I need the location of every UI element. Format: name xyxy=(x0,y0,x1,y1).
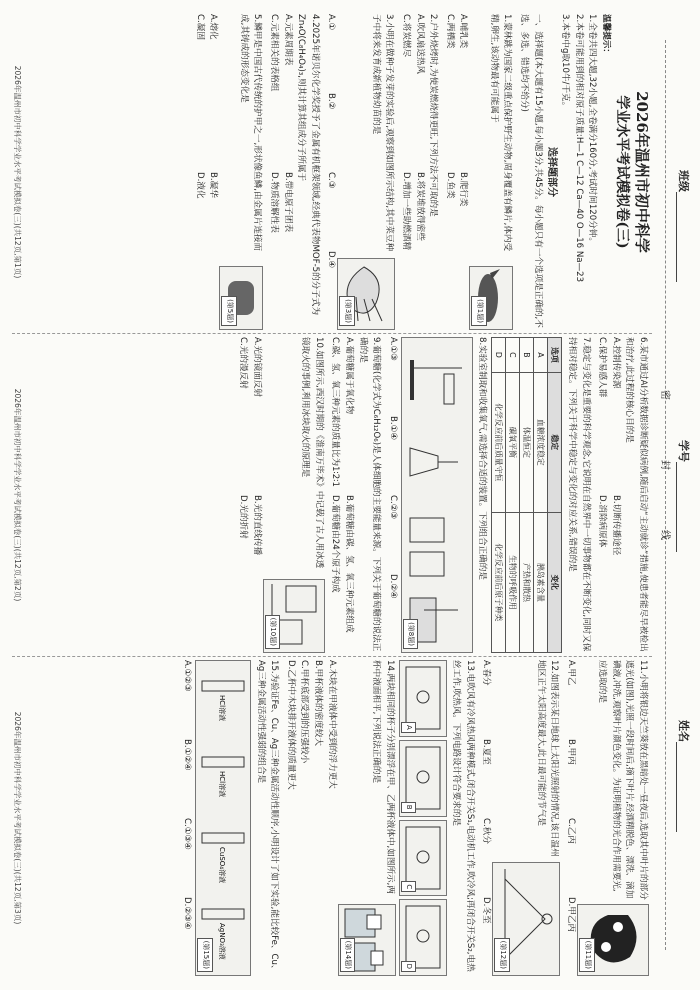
option[interactable]: C.乙丙 xyxy=(566,818,576,844)
question-5 xyxy=(192,14,263,330)
question-10 xyxy=(236,337,325,653)
option[interactable]: B.甲杯液体的密度较大 xyxy=(313,660,324,746)
option[interactable]: A.木块在甲液体中受到的浮力更大 xyxy=(326,660,337,789)
section-heading: 选择题部分 xyxy=(545,147,557,197)
question-3 xyxy=(324,14,396,330)
question-8-options xyxy=(385,337,399,653)
option[interactable]: B.①④ xyxy=(387,416,398,441)
table-cell: 化学反应前后原子种类 xyxy=(492,512,506,652)
question-1-stem: 1.蒙林跳为国家二级重点保护野生动物,周身覆盖有鳞片,体内受精,卵生,该动物最有可能属于 xyxy=(488,14,513,252)
figure-12-sun-angle-diagram xyxy=(492,862,560,976)
section-instructions: 一、选择题(本大题有15小题,每小题3分,共45分。每小题只有一个选项是正确的,不选、多选、错选均不给分) xyxy=(519,14,543,328)
table-row[interactable] xyxy=(534,338,548,653)
question-13-circuits xyxy=(399,660,447,976)
seal-char: 封 xyxy=(659,460,670,530)
option[interactable]: B.带电原子团表 xyxy=(282,172,293,233)
student-number-label: 学号 xyxy=(677,440,690,462)
page-1 xyxy=(12,14,652,330)
name-label: 姓名 xyxy=(677,720,690,742)
option[interactable]: A.①②③ xyxy=(182,660,193,692)
table-cell: 体温恒定 xyxy=(520,372,534,512)
question-1 xyxy=(442,14,513,330)
figure-11-light-experiment xyxy=(577,904,649,976)
option[interactable]: D.甲乙丙 xyxy=(566,897,576,933)
student-number-field xyxy=(676,440,692,552)
notice-item: 3.本卷中g取10牛/千克。 xyxy=(560,14,571,111)
option[interactable]: B.葡萄糖由碳、氢、氧三种元素组成 xyxy=(344,495,355,633)
option[interactable]: D.②③④ xyxy=(182,897,193,930)
question-8 xyxy=(385,337,488,653)
figure-label: (第14题) xyxy=(340,938,356,972)
question-15-stem: 15.为验证Fe、Cu、Ag三种金属活动性顺序,小明设计了如下实验,能比较Fe、Cu、Ag三种金属活动性强弱的组合是 xyxy=(255,660,280,974)
figure-label: (第10题) xyxy=(265,615,281,649)
table-cell: 碳氧平衡 xyxy=(506,372,520,512)
option[interactable]: D.物质溶解性表 xyxy=(269,172,280,233)
question-9-stem: 9.葡萄糖(化学式为C₆H₁₂O₆)是人体细胞的主要能量来源。下列关于葡萄糖的说法正确的是 xyxy=(357,337,382,652)
question-11-options xyxy=(563,660,577,976)
circuit-label: B xyxy=(401,802,417,813)
option[interactable]: D.乙杯中木块排开液体的质量更大 xyxy=(285,660,296,790)
question-13 xyxy=(399,660,476,976)
question-3-stem: 3.小明在做种子发芽的实验后,观察到如图所示结构,其中菜豆种子中将来发育成新植物幼苗的是 xyxy=(370,14,395,252)
option[interactable]: A.熔化 xyxy=(208,14,219,40)
question-2-options xyxy=(398,14,425,330)
figure-14-floating-cups xyxy=(338,904,396,976)
option[interactable]: D.②④ xyxy=(387,574,398,599)
seal-char: 密 xyxy=(659,390,670,460)
option[interactable]: C.保护易感人群 xyxy=(597,337,608,398)
table-header: 稳定 xyxy=(548,372,562,512)
option[interactable]: A.吹风扇送热风 xyxy=(414,14,425,75)
option[interactable]: C.③ xyxy=(326,172,337,189)
question-4-stem: 4.2025年诺贝尔化学奖授予了金属有机框架领域,经典代表物MOF-5的分子式为Zn₄O(C₈H₄O₄)₃,则其计算其组成分子所属于 xyxy=(296,14,320,316)
question-11-stem: 11.小明将银边天竺葵放在黑暗处一昼夜后,选取其中叶片的部分遮光(如图),光照一段时间后,摘下叶片,经酒精脱色、漂洗、滴加碘液,冲洗,观察叶片颜色变化。为证明植物的光合作用需要光,应选取的是 xyxy=(597,660,648,900)
question-6-stem: 6.某市通过AI分析数据诊断疑似病例,随后启动“主动就诊”措施,使患者能尽早被检出和治疗,此过程的核心目的是 xyxy=(624,337,648,652)
option[interactable]: C.碳、氢、氧三种元素的质量比为1∶2∶1 xyxy=(330,337,341,487)
option[interactable]: D.葡萄糖由24个原子构成 xyxy=(330,495,341,593)
option[interactable]: A.元素周期表 xyxy=(282,14,293,66)
question-1-options xyxy=(442,14,469,330)
circuit-option-a xyxy=(399,660,447,737)
option[interactable]: A.春分 xyxy=(481,660,492,686)
notice-heading: 温馨提示： xyxy=(601,14,611,57)
option[interactable]: B.凝华 xyxy=(208,172,219,198)
option[interactable]: B.①②④ xyxy=(182,739,193,771)
option[interactable]: B.爬行类 xyxy=(458,172,469,207)
question-9 xyxy=(328,337,382,653)
option[interactable]: C.秋分 xyxy=(481,818,492,844)
figure-label: (第3题) xyxy=(339,296,355,326)
circuit-option-d xyxy=(399,899,447,976)
question-12 xyxy=(479,660,561,976)
circuit-label: C xyxy=(401,881,417,892)
reagent-label: AgNO₃溶液 xyxy=(218,923,227,960)
reagent-label: HCl溶液 xyxy=(218,771,227,798)
question-11 xyxy=(563,660,649,976)
option[interactable]: B.切断传播途径 xyxy=(610,495,621,556)
page-3 xyxy=(12,660,652,976)
question-15-options xyxy=(179,660,193,976)
seal-char: 线 xyxy=(659,530,670,600)
question-7 xyxy=(491,337,591,653)
option[interactable]: D.鱼类 xyxy=(444,172,455,199)
question-5-options xyxy=(192,14,219,330)
table-row[interactable] xyxy=(506,338,520,653)
figure-label: (第5题) xyxy=(222,296,238,326)
table-header: 选项 xyxy=(548,338,562,373)
question-7-table xyxy=(491,337,562,653)
page-divider xyxy=(12,333,652,334)
figure-8-lab-apparatus xyxy=(401,337,473,653)
table-cell: 胰岛素含量 xyxy=(534,512,548,652)
option[interactable]: A.甲乙 xyxy=(566,660,576,686)
figure-label: (第12题) xyxy=(494,938,510,972)
option[interactable]: D.光的折射 xyxy=(238,495,249,539)
option[interactable]: A.①③ xyxy=(387,337,398,361)
notice-item: 1.全卷共四大题,32小题,全卷满分160分,考试时间120分钟。 xyxy=(587,14,598,247)
table-cell: 生物的呼吸作用 xyxy=(506,512,520,652)
question-2 xyxy=(398,14,439,330)
option[interactable]: A.控制传染源 xyxy=(610,337,621,389)
figure-label: (第8题) xyxy=(403,619,419,649)
page-footer: 2026年温州市初中科学学业水平考试模拟卷(三)(共12页,第2页) xyxy=(12,388,22,602)
figure-10-ancient-drawing xyxy=(263,579,325,653)
question-10-stem: 10.如图所示,西汉时期的《淮南万毕术》中记载了古人用冰透镜取火的事例,利用冰块取火的原理是 xyxy=(300,337,324,569)
table-cell: 化学反应前后质量守恒 xyxy=(492,372,506,512)
reagent-label: CuSO₄溶液 xyxy=(218,847,227,884)
figure-5-metal-relic xyxy=(220,266,264,330)
question-14-stem: 14.两块相同的杯子分别漂浮在甲、乙两杯液体中,如图所示,两杯中液面相平,下列说法正确的是 xyxy=(371,660,395,894)
question-8-stem: 8.实验室制取和收集氧气,需选择合适的装置。下列组合正确的是 xyxy=(477,337,488,580)
table-header: 变化 xyxy=(548,512,562,652)
figure-label: (第1题) xyxy=(471,296,487,326)
option[interactable]: B.② xyxy=(326,93,337,110)
option[interactable]: D.增加一些助燃酒精 xyxy=(401,172,412,251)
table-cell: 产热和散热 xyxy=(520,512,534,652)
circuit-label: A xyxy=(401,722,417,733)
option[interactable]: B.甲丙 xyxy=(566,739,576,765)
question-6 xyxy=(595,337,649,653)
option[interactable]: B.夏至 xyxy=(481,739,492,765)
question-10-options xyxy=(236,337,263,653)
reagent-label: HCl溶液 xyxy=(218,695,227,722)
seal-line-words xyxy=(659,0,674,990)
page-footer: 2026年温州市初中科学学业水平考试模拟卷(三)(共12页,第1页) xyxy=(12,65,22,279)
table-cell: C xyxy=(506,338,520,373)
exam-title: 2026年温州市初中科学 xyxy=(633,91,651,253)
page-footer: 2026年温州市初中科学学业水平考试模拟卷(三)(共12页,第3页) xyxy=(12,711,22,925)
option[interactable]: C.②③ xyxy=(387,495,398,520)
question-5-stem: 5.鳞甲是中国古代传统的护甲之一,形状像鱼鳞,由金属片连接而成,其铸成的形态变化是 xyxy=(238,14,263,252)
question-2-stem: 2.户外烧烤时,为使炭燃烧得更旺,下列方法不可取的是 xyxy=(428,14,439,217)
option[interactable]: A.葡萄糖属于氧化物 xyxy=(344,337,355,415)
option[interactable]: C.元素相关的表格组 xyxy=(269,14,280,92)
table-cell: B xyxy=(520,338,534,373)
name-field xyxy=(676,720,692,832)
option[interactable]: A.① xyxy=(326,14,337,31)
option[interactable]: D.冬至 xyxy=(481,897,492,924)
figure-1-animal-photo xyxy=(469,266,513,330)
question-13-stem: 13.电吹风有冷风热风两种模式,闭合开关S₁,电动机工作,吹冷风;再闭合开关S₂,电热丝工作,吹热风。下列电路设计符合要求的是 xyxy=(451,660,475,972)
class-label: 班级 xyxy=(677,170,690,192)
option[interactable]: D.消除病原体 xyxy=(597,495,608,548)
apparatus-illustration xyxy=(402,338,472,652)
question-9-options xyxy=(328,337,355,653)
option[interactable]: B.将炭堆放得密些 xyxy=(414,172,425,241)
circuit-label: D xyxy=(401,961,417,972)
option[interactable]: A.哺乳类 xyxy=(458,14,469,49)
question-15 xyxy=(179,660,280,976)
question-7-stem: 7.稳定与变化是重要的科学观念,它说明在自然界中一切事物都在不断变化,同时又保持相对稳定。下列关于科学中稳定与变化的对应关系,错误的是 xyxy=(567,337,591,652)
figure-label: (第15题) xyxy=(197,938,213,972)
question-4 xyxy=(267,14,321,330)
option[interactable]: D.液化 xyxy=(194,172,205,199)
option[interactable]: B.光的直线传播 xyxy=(251,495,262,556)
circuit-option-c xyxy=(399,820,447,897)
circuit-option-b xyxy=(399,740,447,817)
exam-subtitle: 学业水平考试模拟卷(三) xyxy=(614,95,630,249)
figure-label: (第11题) xyxy=(579,938,595,972)
option[interactable]: C.光的漫反射 xyxy=(238,337,249,389)
option[interactable]: D.④ xyxy=(326,251,337,269)
table-cell: D xyxy=(492,338,506,373)
table-row[interactable] xyxy=(520,338,534,653)
table-cell: 血糖浓度稳定 xyxy=(534,372,548,512)
question-4-options xyxy=(267,14,294,330)
option[interactable]: C.凝固 xyxy=(194,14,205,40)
question-12-stem: 12.如图表示某日地球上太阳光照射的情况,该日温州地区正午太阳高度最大,此日最可能的节气是 xyxy=(535,660,560,857)
notice-item: 2.本卷可能用到的相对原子质量:H—1 C—12 Ca—40 O—16 Na—23 xyxy=(573,14,584,283)
table-cell: A xyxy=(534,338,548,373)
class-field xyxy=(676,170,692,282)
question-6-options xyxy=(595,337,622,653)
figure-3-seed-diagram xyxy=(337,258,395,330)
option[interactable]: C.将炭燃尽 xyxy=(401,14,412,58)
option[interactable]: C.两栖类 xyxy=(444,14,455,49)
table-row[interactable] xyxy=(492,338,506,653)
page-2 xyxy=(12,337,652,653)
page-divider xyxy=(12,656,652,657)
option[interactable]: C.①③④ xyxy=(182,818,193,850)
figure-15-metal-tubes xyxy=(195,660,251,976)
test-tubes-illustration xyxy=(196,661,250,975)
option[interactable]: A.光的镜面反射 xyxy=(251,337,262,398)
question-14 xyxy=(283,660,395,976)
option[interactable]: C.甲杯底部受到的压强较小 xyxy=(299,660,310,764)
